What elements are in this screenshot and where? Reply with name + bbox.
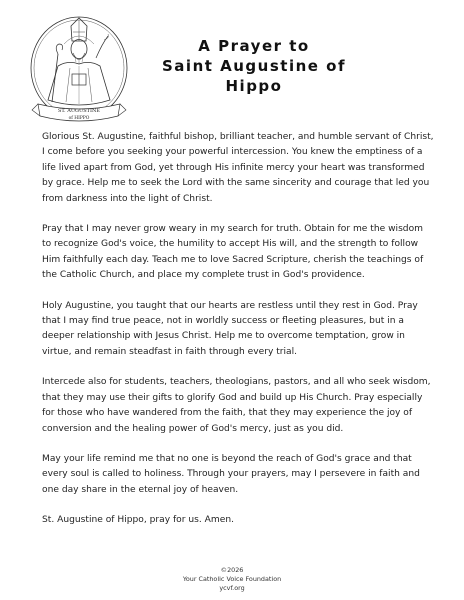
footer-organization: Your Catholic Voice Foundation	[182, 574, 282, 583]
prayer-paragraph-4: Intercede also for students, teachers, theologians, pastors, and all who seek wisdom, that they may use their gifts to glorify God and build up His Church. Pray especially for those who have wandered from the faith, that they may experience the joy of conversion and the healing power of God's mercy, just as you did.	[42, 377, 431, 434]
footer-copyright: ©2026	[220, 566, 244, 574]
prayer-paragraph-1: Glorious St. Augustine, faithful bishop, brilliant teacher, and humble servant of Christ, I come before you seeking your powerful intercession. You knew the emptiness of a life lived apart from God, yet through His infinite mercy your heart was transformed by grace. Help me to seek the Lord with the same sincerity and courage that led you from darkness into the light of Christ.	[42, 132, 434, 204]
prayer-body	[42, 130, 434, 544]
medallion-caption-line2: of HIPPO	[68, 116, 90, 121]
prayer-paragraph-3: Holy Augustine, you taught that our hearts are restless until they rest in God. Pray that I may find true peace, not in worldly success or fleeting pleasures, but in a deeper relationship with Jesus Christ. Help me to overcome temptation, grow in virtue, and remain steadfast in faith through every trial.	[42, 300, 418, 357]
medallion-caption-line1: ST. AUGUSTINE	[58, 108, 100, 114]
footer	[0, 566, 464, 592]
footer-website: ycvf.org	[219, 583, 245, 592]
prayer-paragraph-5: May your life remind me that no one is beyond the reach of God's grace and that every soul is called to holiness. Through your prayers, may I persevere in faith and one day share in the eternal joy of heaven.	[42, 453, 420, 495]
title-line-2: Saint Augustine of Hippo	[162, 57, 346, 95]
prayer-closing: St. Augustine of Hippo, pray for us. Amen.	[42, 515, 234, 526]
prayer-paragraph-2: Pray that I may never grow weary in my search for truth. Obtain for me the wisdom to recognize God's voice, the humility to accept His will, and the strength to follow Him faithfully each day. Teach me to love Sacred Scripture, cherish the teachings of the Catholic Church, and place my complete trust in God's providence.	[42, 224, 424, 281]
saint-portrait-medallion-icon	[28, 14, 130, 128]
title-line-1: A Prayer to	[198, 37, 310, 55]
page-title	[132, 36, 376, 96]
